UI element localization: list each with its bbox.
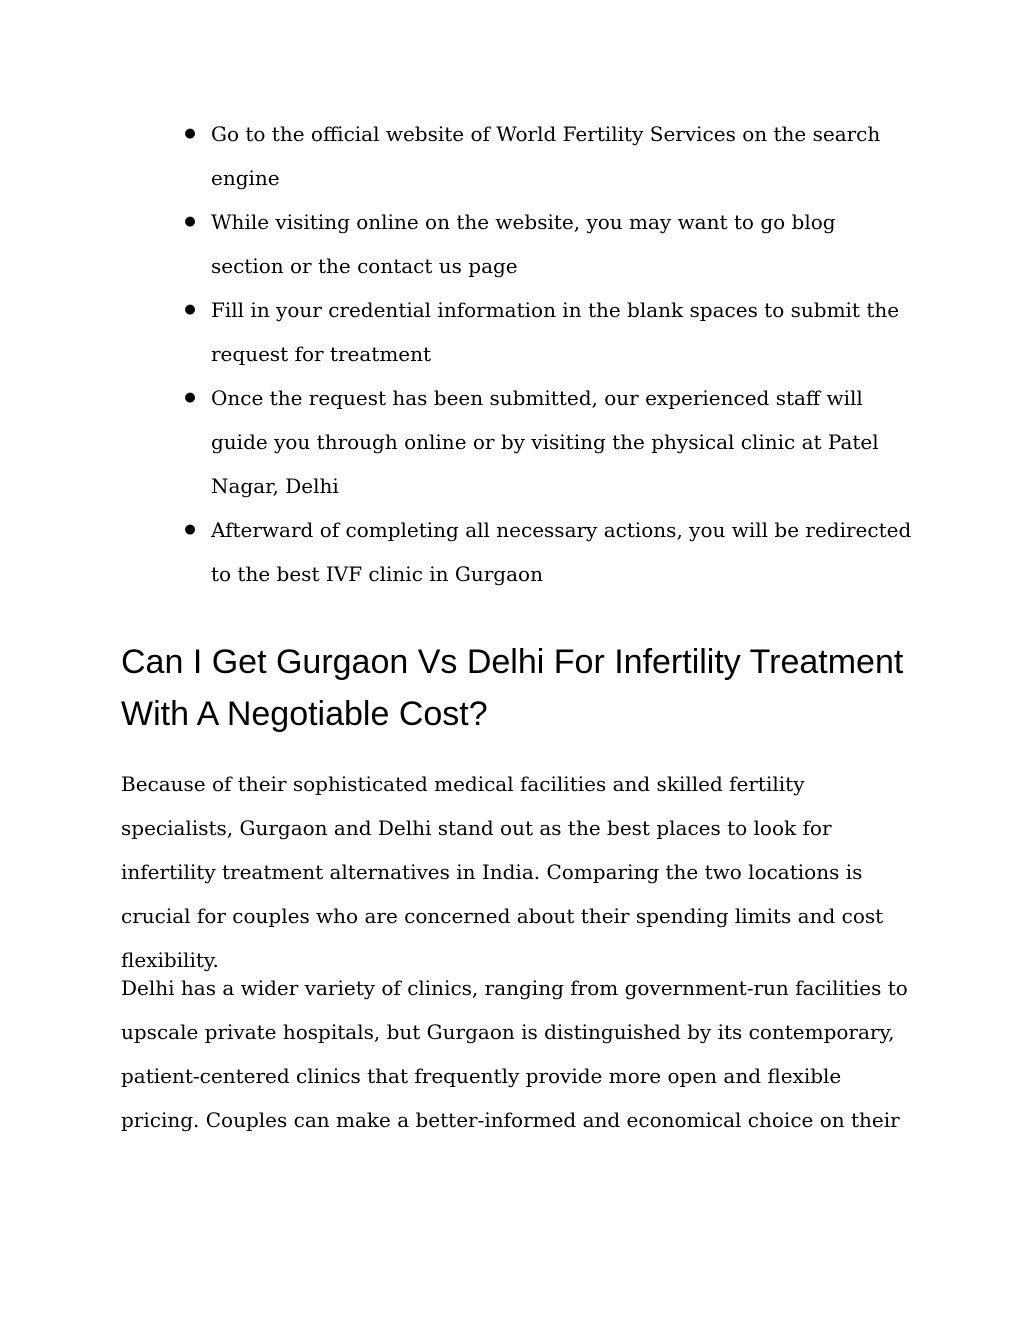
section-heading: Can I Get Gurgaon Vs Delhi For Infertility Treatment With A Negotiable Cost? bbox=[121, 643, 904, 733]
bullet-icon: ● bbox=[184, 214, 196, 229]
bullet-icon: ● bbox=[184, 390, 196, 405]
bullet-item bbox=[183, 112, 913, 200]
bullet-icon: ● bbox=[184, 126, 196, 141]
steps-bullet-list bbox=[183, 112, 913, 596]
body-paragraph: Because of their sophisticated medical facilities and skilled fertility specialists, Gurgaon and Delhi stand out as the best places to look for infertility treatment alternatives in India. Comparing the two locations is crucial for couples who are concerned about their spending limits and cost flexibility. bbox=[121, 772, 884, 972]
bullet-text: Afterward of completing all necessary actions, you will be redirected to the best IVF clinic in Gurgaon bbox=[211, 518, 912, 586]
bullet-icon: ● bbox=[184, 302, 196, 317]
bullet-icon: ● bbox=[184, 522, 196, 537]
body-paragraph: Delhi has a wider variety of clinics, ranging from government-run facilities to upscale private hospitals, but Gurgaon is distinguished by its contemporary, patient-centered clinics that frequently provide more open and flexible pricing. Couples can make a better-informed and economical choice on their bbox=[121, 976, 908, 1132]
bullet-text: While visiting online on the website, you may want to go blog section or the contact us page bbox=[211, 210, 836, 278]
bullet-item bbox=[183, 376, 913, 508]
bullet-text: Fill in your credential information in the blank spaces to submit the request for treatment bbox=[211, 298, 900, 366]
bullet-text: Go to the official website of World Fertility Services on the search engine bbox=[211, 122, 881, 190]
bullet-item bbox=[183, 288, 913, 376]
bullet-text: Once the request has been submitted, our experienced staff will guide you through online or by visiting the physical clinic at Patel Nagar, Delhi bbox=[211, 386, 879, 498]
bullet-item bbox=[183, 508, 913, 596]
bullet-item bbox=[183, 200, 913, 288]
